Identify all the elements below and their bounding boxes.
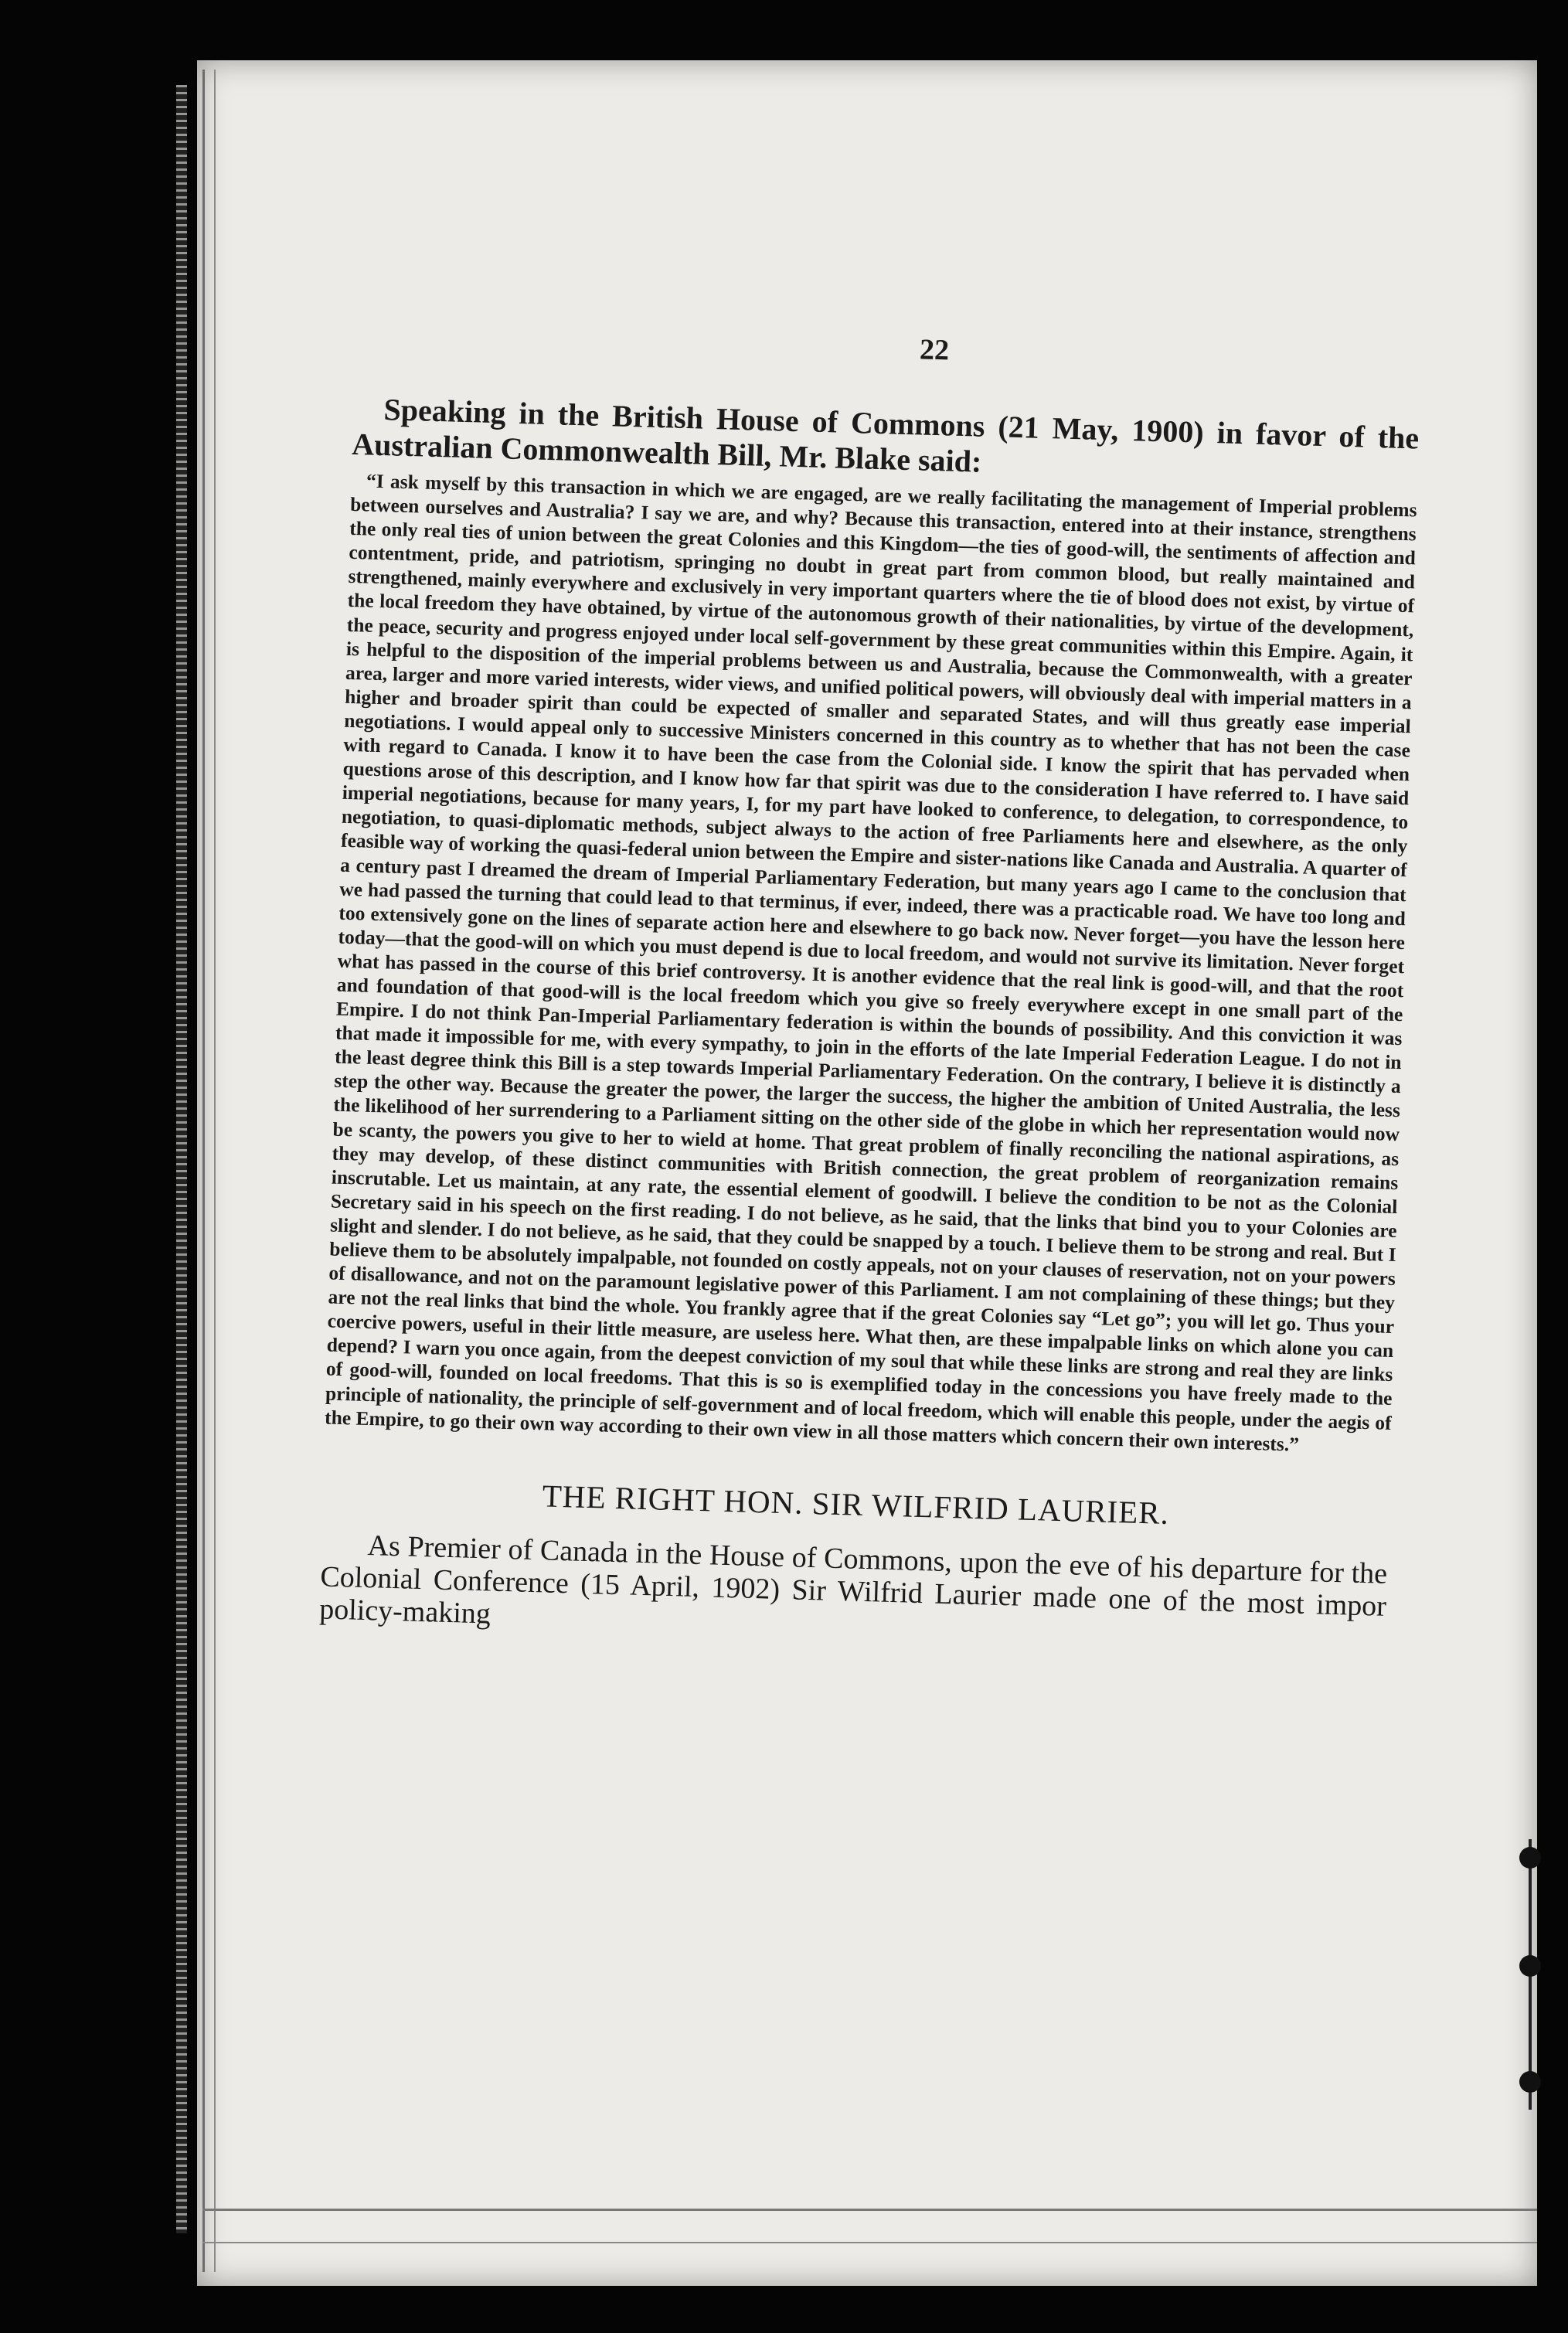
- section-heading: THE RIGHT HON. SIR WILFRID LAURIER.: [542, 1478, 1170, 1531]
- laurier-intro: As Premier of Canada in the House of Commons, upon the eve of his departure for the Colonial Conference (15 April, 1902) Sir Wilfrid Laurier made one of the most impor policy-making: [318, 1529, 1388, 1631]
- left-margin-rule: [202, 70, 216, 2272]
- page-edge-shadow: [176, 85, 187, 2233]
- binding-marks: [1529, 1839, 1547, 2110]
- page-number: 22: [919, 333, 950, 367]
- bottom-margin-rule: [202, 2209, 1537, 2243]
- page-content: [319, 317, 1422, 1655]
- blake-quote: “I ask myself by this transaction in which we are engaged, are we really facilitating the management of Imperial problems between ourselves and Australia? I say we are, and why? Because this transaction, entered into at their instance, strengthens the only real ties of union between the great Colonies and this Kingdom—the ties of good-will, the sentiments of affection and contentment, pride, and patriotism, springing no doubt in great part from common blood, but really maintained and strengthened, mainly everywhere and exclusively in very important quarters where the tie of blood does not exist, by virtue of the local freedom they have obtained, by virtue of the autonomous growth of their nationalities, by virtue of the development, the peace, security and progress enjoyed under local self-government by these great communities within this Empire. Again, it is helpful to the disposition of the imperial problems between us and Australia, because the Commonwealth, with a greater area, larger and more varied interests, wider views, and unified political powers, will obviously deal with imperial matters in a higher and broader spirit than could be expected of smaller and separated States, and will thus greatly ease imperial negotiations. I would appeal only to successive Ministers concerned in this country as to whether that has not been the case with regard to Canada. I know it to have been the case from the Colonial side. I know the spirit that has pervaded when questions arose of this description, and I know how far that spirit was due to the consideration I have referred to. I have said imperial negotiations, because for many years, I, for my part have looked to conference, to delegation, to correspondence, to negotiation, to quasi-diplomatic methods, subject always to the action of free Parliaments here and elsewhere, as the only feasible way of working the quasi-federal union between the Empire and sister-nations like Canada and Australia. A quarter of a century past I dreamed the dream of Imperial Parliamentary Federation, but many years ago I came to the conclusion that we had passed the turning that could lead to that terminus, if ever, indeed, there was a practicable road. We have too long and too extensively gone on the lines of separate action here and elsewhere to go back now. Never forget—you have the lesson here today—that the good-will on which you must depend is due to local freedom, and would not survive its limitation. Never forget what has passed in the course of this brief controversy. It is another evidence that the real link is good-will, and that the root and foundation of that good-will is the local freedom which you give so freely everywhere except in one small part of the Empire. I do not think Pan-Imperial Parliamentary federation is within the bounds of possibility. And this conviction it was that made it impossible for me, with every sympathy, to join in the efforts of the late Imperial Federation League. I do not in the least degree think this Bill is a step towards Imperial Parliamentary Federation. On the contrary, I believe it is distinctly a step the other way. Because the greater the power, the larger the success, the higher the ambition of United Australia, the less the likelihood of her surrendering to a Parliament sitting on the other side of the globe in which her representation would now be scanty, the powers you give to her to wield at home. That great problem of finally reconciling the national aspirations, as they may develop, of these distinct communities with British connection, the great problem of reorganization remains inscrutable. Let us maintain, at any rate, the essential element of goodwill. I believe the condition to be not as the Colonial Secretary said in his speech on the first reading. I do not believe, as he said, that the links that bind you to your Colonies are slight and slender. I do not believe, as he said, that they could be snapped by a touch. I believe them to be strong and real. But I believe them to be absolutely impalpable, not founded on costly appeals, not on your clauses of reservation, not on your powers of disallowance, and not on the paramount legislative power of this Parliament. I am not complaining of these things; but they are not the real links that bind the whole. You frankly agree that if the great Colonies say “Let go”; you will let go. Thus your coercive powers, useful in their little measure, are useless here. What then, are these impalpable links on which alone you can depend? I warn you once again, from the deepest conviction of my soul that while these links are strong and real they are links of good-will, founded on local freedoms. That this is so is exemplified today in the concessions you have freely made to the principle of nationality, the principle of self-government and of local freedom, which will enable this people, under the aegis of the Empire, to go their own way according to their own view in all those matters which concern their own interests.”: [324, 469, 1417, 1456]
- blake-intro: Speaking in the British House of Commons (21 May, 1900) in favor of the Australian Commonwealth Bill, Mr. Blake said:: [351, 392, 1420, 479]
